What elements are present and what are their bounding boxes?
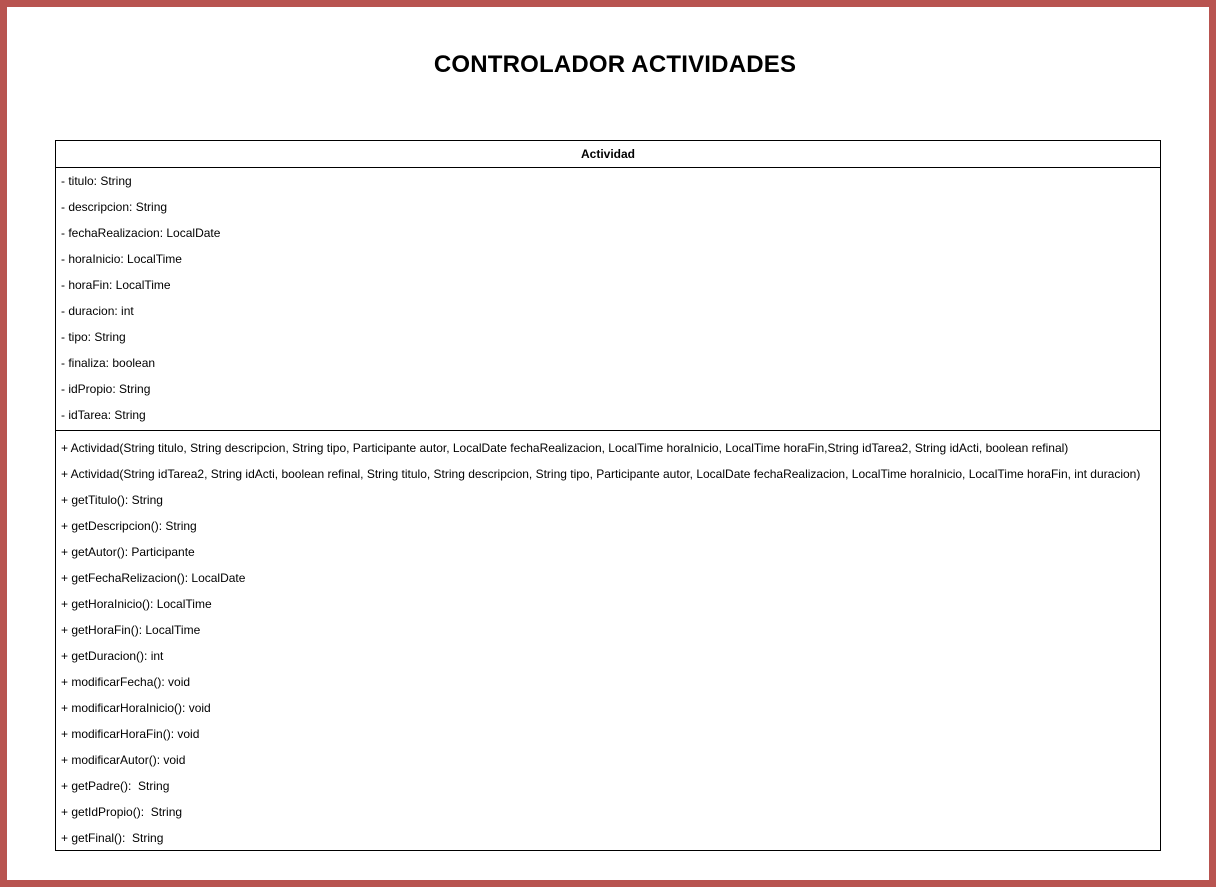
method-row: + Actividad(String titulo, String descripcion, String tipo, Participante autor, LocalDate fechaRealizacion, LocalTime horaInicio, LocalTime horaFin,String idTarea2, String idActi, boolean refinal) (61, 441, 1069, 455)
method-row: + modificarHoraInicio(): void (61, 701, 211, 715)
attribute-row: - descripcion: String (61, 200, 168, 214)
class-name-header: Actividad (56, 141, 1160, 168)
attribute-row: - duracion: int (61, 304, 134, 318)
method-row: + getFechaRelizacion(): LocalDate (61, 571, 246, 585)
method-row: + getIdPropio(): String (61, 805, 183, 819)
attribute-row: - horaFin: LocalTime (61, 278, 171, 292)
attribute-row: - fechaRealizacion: LocalDate (61, 226, 221, 240)
attribute-row: - idTarea: String (61, 408, 146, 422)
attribute-row: - titulo: String (61, 174, 132, 188)
method-row: + modificarAutor(): void (61, 753, 186, 767)
method-row: + Actividad(String idTarea2, String idActi, boolean refinal, String titulo, String descripcion, String tipo, Participante autor, LocalDate fechaRealizacion, LocalTime horaInicio, LocalTime horaFin, int duracion) (61, 467, 1141, 481)
attributes-section (56, 168, 1160, 431)
attribute-row: - finaliza: boolean (61, 356, 156, 370)
attribute-row: - horaInicio: LocalTime (61, 252, 182, 266)
attribute-row: - idPropio: String (61, 382, 151, 396)
diagram-title: CONTROLADOR ACTIVIDADES (433, 51, 797, 78)
attribute-row: - tipo: String (61, 330, 126, 344)
method-row: + getTitulo(): String (61, 493, 163, 507)
method-row: + getHoraInicio(): LocalTime (61, 597, 212, 611)
method-row: + getDescripcion(): String (61, 519, 197, 533)
method-row: + getFinal(): String (61, 831, 164, 845)
uml-class-box[interactable] (55, 140, 1161, 851)
method-row: + getAutor(): Participante (61, 545, 195, 559)
method-row: + getPadre(): String (61, 779, 170, 793)
methods-section (56, 431, 1160, 851)
method-row: + modificarFecha(): void (61, 675, 191, 689)
method-row: + modificarHoraFin(): void (61, 727, 200, 741)
method-row: + getDuracion(): int (61, 649, 164, 663)
method-row: + getHoraFin(): LocalTime (61, 623, 201, 637)
